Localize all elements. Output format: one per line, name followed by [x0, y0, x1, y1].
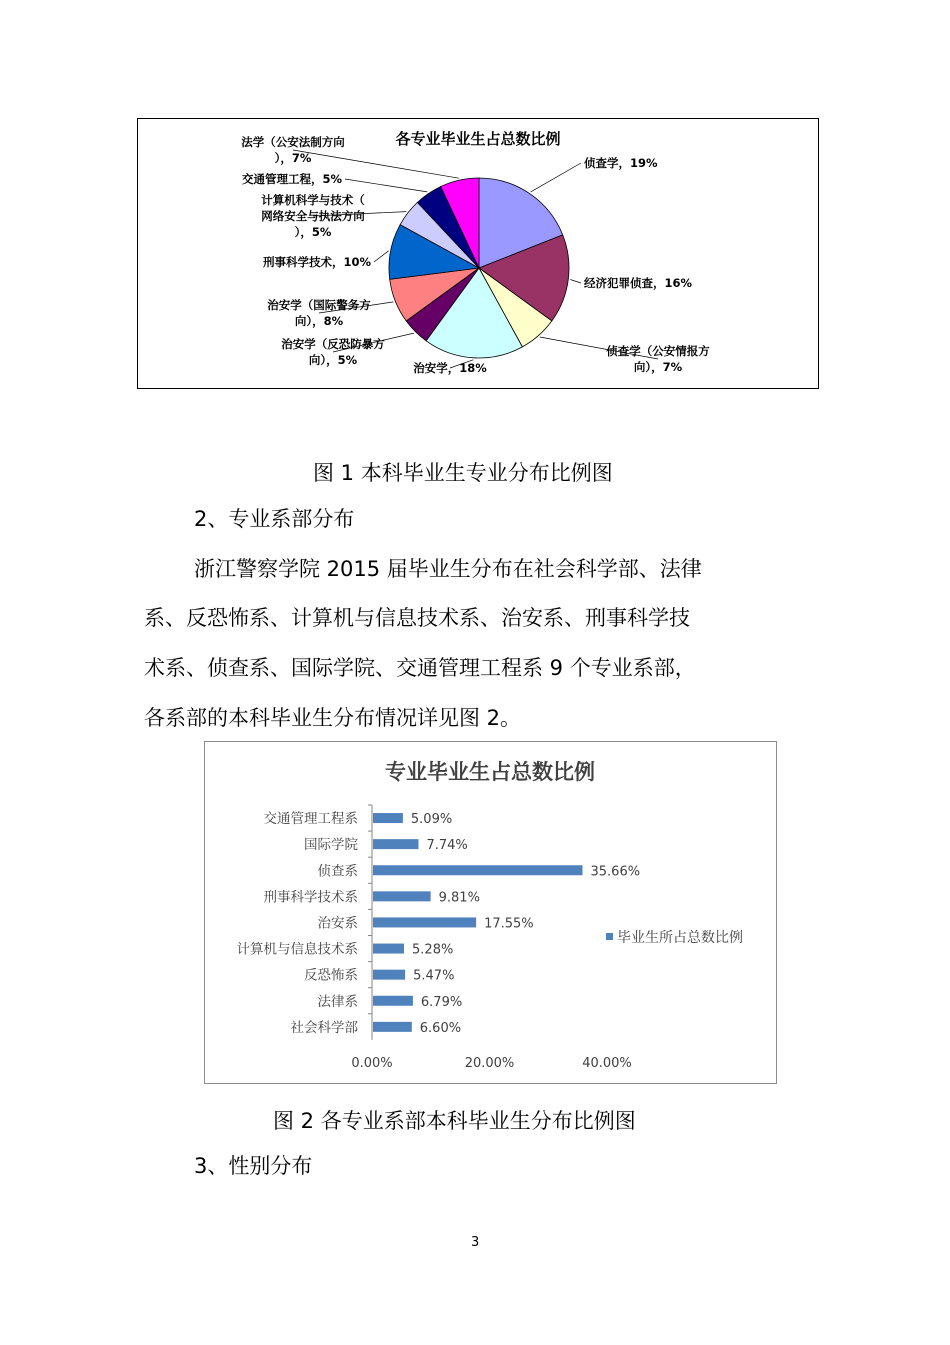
- bar-category-label: 反恐怖系: [304, 967, 358, 984]
- pie-slice-label: 交通管理工程，5%: [241, 172, 342, 186]
- section2-paragraph-line-3: 术系、侦查系、国际学院、交通管理工程系 9 个专业系部，: [144, 656, 696, 680]
- bar-mark: [373, 813, 403, 823]
- bar-x-tick-label: 0.00%: [351, 1056, 393, 1071]
- bar-chart: [205, 742, 775, 1082]
- pie-chart: [138, 119, 818, 388]
- bar-mark: [373, 970, 405, 980]
- bar-mark: [373, 996, 413, 1006]
- section3-heading: 3、性别分布: [194, 1154, 313, 1178]
- bar-mark: [373, 839, 419, 849]
- pie-leader-line: [345, 179, 427, 192]
- pie-slice-label: 治安学，18%: [413, 361, 487, 375]
- pie-slice-label: 侦查学，19%: [584, 156, 658, 170]
- pie-slice-label: 经济犯罪侦查，16%: [584, 276, 693, 290]
- bar-value-label: 35.66%: [590, 864, 641, 880]
- bar-category-label: 交通管理工程系: [263, 811, 358, 828]
- section2-heading: 2、专业系部分布: [194, 507, 355, 531]
- bar-category-label: 治安系: [317, 915, 358, 932]
- bar-category-label: 社会科学部: [290, 1019, 358, 1036]
- pie-slice-label: 侦查学（公安情报方向），7%: [606, 344, 710, 374]
- section2-paragraph-line-4: 各系部的本科毕业生分布情况详见图 2。: [144, 706, 522, 730]
- page-number: 3: [471, 1235, 480, 1250]
- bar-value-label: 6.79%: [420, 994, 463, 1010]
- section2-paragraph-line-2: 系、反恐怖系、计算机与信息技术系、治安系、刑事科学技: [144, 606, 690, 630]
- bar-x-tick-label: 40.00%: [582, 1056, 632, 1071]
- bar-mark: [373, 865, 583, 875]
- bar-mark: [373, 891, 431, 901]
- pie-slice-label: 治安学（国际警务方向），8%: [267, 298, 371, 328]
- bar-value-label: 6.60%: [419, 1020, 462, 1036]
- bar-category-label: 法律系: [317, 993, 358, 1010]
- bar-category-label: 侦查系: [317, 863, 358, 880]
- bar-x-tick-label: 20.00%: [464, 1056, 515, 1071]
- figure1-caption: 图 1 本科毕业生专业分布比例图: [313, 461, 613, 485]
- bar-value-label: 5.28%: [412, 942, 454, 958]
- bar-category-label: 计算机与信息技术系: [236, 941, 358, 958]
- bar-value-label: 7.74%: [426, 838, 468, 854]
- figure1-frame: [137, 118, 819, 389]
- pie-leader-line: [374, 251, 389, 262]
- pie-title: 各专业毕业生占总数比例: [395, 130, 561, 148]
- bar-legend-swatch: [606, 933, 613, 940]
- pie-slice-label: 法学（公安法制方向），7%: [241, 135, 345, 165]
- bar-title: 专业毕业生占总数比例: [385, 760, 595, 784]
- pie-slice-label: 刑事科学技术，10%: [262, 255, 371, 269]
- bar-value-label: 5.09%: [410, 812, 453, 828]
- section2-paragraph-line-1: 浙江警察学院 2015 届毕业生分布在社会科学部、法律: [194, 557, 702, 581]
- figure2-caption: 图 2 各专业系部本科毕业生分布比例图: [273, 1109, 636, 1133]
- bar-category-label: 刑事科学技术系: [263, 889, 358, 906]
- pie-leader-line: [531, 163, 581, 192]
- bar-legend-label: 毕业生所占总数比例: [617, 930, 743, 946]
- bar-mark: [373, 917, 476, 927]
- pie-slice-label: 治安学（反恐防暴方向），5%: [281, 337, 385, 367]
- pie-slice-label: 计算机科学与技术（网络安全与执法方向），5%: [261, 193, 365, 239]
- bar-value-label: 5.47%: [413, 968, 455, 984]
- pie-leader-line: [570, 280, 581, 284]
- bar-value-label: 17.55%: [484, 916, 534, 932]
- bar-value-label: 9.81%: [438, 890, 480, 906]
- bar-mark: [373, 1022, 412, 1032]
- bar-mark: [373, 944, 404, 954]
- bar-category-label: 国际学院: [304, 837, 358, 854]
- figure2-frame: [204, 741, 777, 1084]
